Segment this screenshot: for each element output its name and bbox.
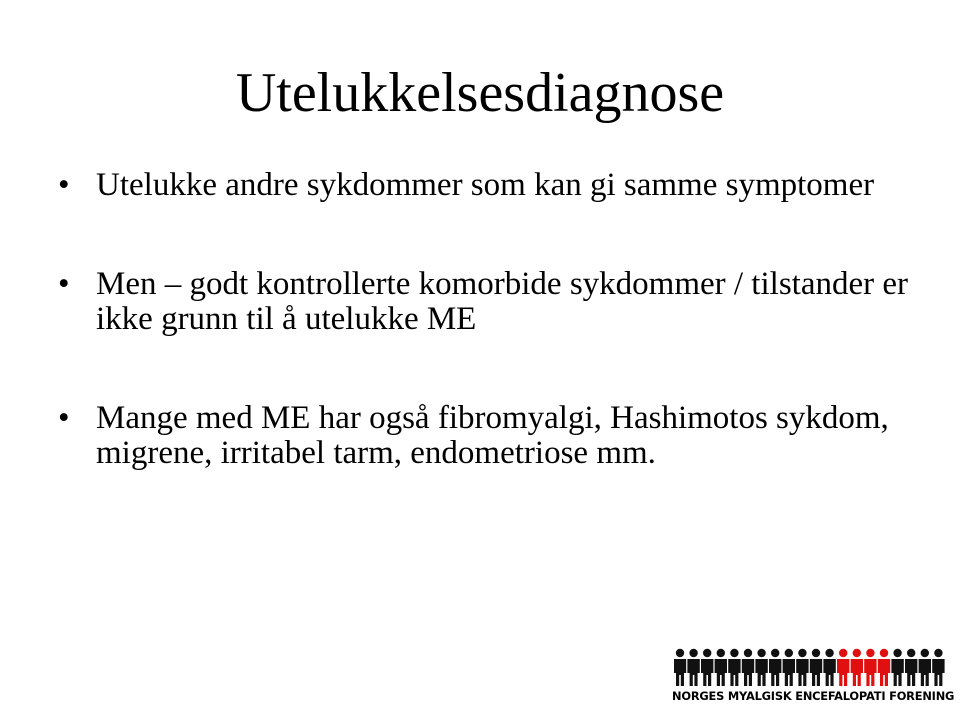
bullet-dot: • xyxy=(58,167,70,203)
people-figures-icon xyxy=(674,648,948,688)
bullet-item-2 xyxy=(58,267,918,337)
bullet-list xyxy=(58,168,918,535)
logo-caption: NORGES MYALGISK ENCEFALOPATI FORENING xyxy=(672,689,955,703)
bullet-dot: • xyxy=(58,400,70,436)
bullet-text: Mange med ME har også fibromyalgi, Hashimotos sykdom, migrene, irritabel tarm, endometriose mm. xyxy=(96,400,889,471)
slide-title: Utelukkelsesdiagnose xyxy=(235,62,725,124)
organization-logo xyxy=(672,648,955,708)
bullet-text: Men – godt kontrollerte komorbide sykdommer / tilstander er ikke grunn til å utelukke ME xyxy=(96,266,908,337)
bullet-item-1 xyxy=(58,168,918,203)
bullet-dot: • xyxy=(58,266,70,302)
bullet-item-3 xyxy=(58,401,918,471)
bullet-text: Utelukke andre sykdommer som kan gi samme symptomer xyxy=(96,167,875,203)
